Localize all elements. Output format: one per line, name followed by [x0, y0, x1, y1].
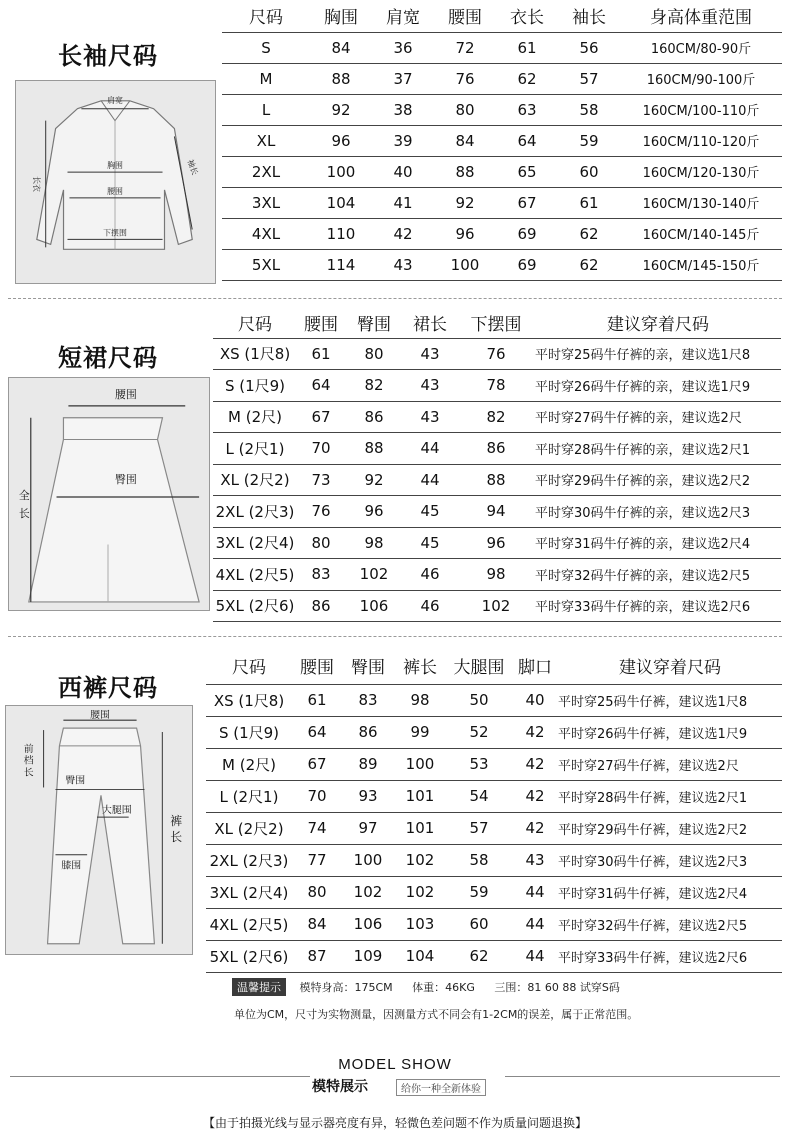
header-cell: 建议穿着尺码 — [619, 658, 721, 679]
table-cell: 60 — [558, 156, 620, 187]
model-show-tag: 给你一种全新体验 — [396, 1079, 486, 1096]
header-cell: 裙长 — [413, 315, 447, 336]
label-chest: 胸围 — [107, 161, 123, 171]
table-row — [222, 187, 782, 218]
table-cell: 3XL — [222, 187, 310, 218]
table-row — [206, 908, 782, 940]
tips-badge: 温馨提示 — [232, 978, 286, 996]
model-height: 模特身高：175CM — [299, 981, 393, 994]
table-cell: 平时穿29码牛仔裤，建议选2尺2 — [558, 812, 782, 844]
table-cell: 88 — [457, 464, 535, 496]
table-cell: 56 — [558, 32, 620, 63]
table-cell: 89 — [342, 748, 394, 780]
table-cell: 104 — [394, 940, 446, 972]
table-cell: 98 — [457, 559, 535, 591]
model-show-subtitle: 模特展示 — [312, 1079, 368, 1095]
table-cell: 88 — [434, 156, 496, 187]
header-cell: 尺码 — [249, 8, 283, 29]
label-length-1: 裤 — [170, 814, 183, 829]
table-cell: 62 — [446, 940, 512, 972]
header-cell: 脚口 — [518, 658, 552, 679]
table-cell: 2XL (2尺3) — [206, 844, 292, 876]
table-row — [206, 716, 782, 748]
table-row — [206, 684, 782, 716]
shirt-illustration — [16, 81, 215, 283]
table-row — [222, 125, 782, 156]
table-cell: 110 — [310, 218, 372, 249]
table-cell: XL — [222, 125, 310, 156]
table-row — [222, 94, 782, 125]
table-cell: 3XL (2尺4) — [206, 876, 292, 908]
table-cell: 60 — [446, 908, 512, 940]
table-cell: XS (1尺8) — [206, 684, 292, 716]
table-cell: 61 — [496, 32, 558, 63]
table-cell: 76 — [297, 496, 345, 528]
table-cell: 61 — [297, 338, 345, 370]
footer-disclaimer: 【由于拍摄光线与显示器亮度有异，轻微色差问题不作为质量问题退换】 — [202, 1116, 587, 1130]
table-cell: 102 — [457, 590, 535, 622]
model-measurements: 三围：81 60 88 试穿S码 — [494, 981, 620, 994]
table-row — [213, 527, 781, 559]
table-cell: 4XL — [222, 218, 310, 249]
label-length: 长衣 — [31, 176, 41, 192]
table-cell: S (1尺9) — [213, 370, 297, 402]
table-cell: 45 — [403, 496, 457, 528]
table-cell: 64 — [496, 125, 558, 156]
table-cell: XL (2尺2) — [213, 464, 297, 496]
table-cell: 102 — [342, 876, 394, 908]
table-cell: 78 — [457, 370, 535, 402]
table-cell: 43 — [512, 844, 558, 876]
table-cell: 80 — [297, 527, 345, 559]
table-cell: 2XL — [222, 156, 310, 187]
header-cell: 臀围 — [357, 315, 391, 336]
table-cell: 100 — [342, 844, 394, 876]
table-cell: 86 — [297, 590, 345, 622]
table-cell: 平时穿32码牛仔裤的亲，建议选2尺5 — [535, 559, 781, 591]
header-cell: 大腿围 — [453, 658, 505, 679]
table-cell: 58 — [446, 844, 512, 876]
trousers-diagram — [5, 705, 193, 955]
table-cell: M — [222, 63, 310, 94]
label-length-1: 全 — [18, 488, 30, 502]
table-cell: 69 — [496, 249, 558, 280]
table-cell: 57 — [446, 812, 512, 844]
table-cell: 160CM/130-140斤 — [620, 187, 782, 218]
model-show-rule-left — [10, 1076, 310, 1077]
header-cell: 胸围 — [324, 8, 358, 29]
table-cell: 36 — [372, 32, 434, 63]
table-cell: 57 — [558, 63, 620, 94]
skirt-diagram — [8, 377, 210, 611]
table-cell: 43 — [372, 249, 434, 280]
table-cell: 46 — [403, 590, 457, 622]
header-cell: 腰围 — [448, 8, 482, 29]
table-cell: 53 — [446, 748, 512, 780]
table-cell: 44 — [512, 940, 558, 972]
table-cell: 86 — [342, 716, 394, 748]
table-cell: 64 — [297, 370, 345, 402]
table-cell: 88 — [310, 63, 372, 94]
table-cell: 100 — [394, 748, 446, 780]
header-cell: 建议穿着尺码 — [607, 315, 709, 336]
table-cell: 45 — [403, 527, 457, 559]
header-row — [206, 648, 782, 684]
trousers-size-table — [206, 648, 782, 973]
table-cell: 74 — [292, 812, 342, 844]
table-cell: 平时穿30码牛仔裤的亲，建议选2尺3 — [535, 496, 781, 528]
table-row — [222, 249, 782, 280]
header-cell: 尺码 — [232, 658, 266, 679]
table-cell: XL (2尺2) — [206, 812, 292, 844]
skirt-illustration — [9, 378, 209, 610]
unit-note: 单位为CM，尺寸为实物测量，因测量方式不同会有1-2CM的误差，属于正常范围。 — [234, 1008, 639, 1021]
table-cell: 50 — [446, 684, 512, 716]
table-cell: 平时穿27码牛仔裤，建议选2尺 — [558, 748, 782, 780]
table-cell: L (2尺1) — [213, 433, 297, 465]
table-cell: 98 — [345, 527, 403, 559]
table-cell: M (2尺) — [206, 748, 292, 780]
table-cell: 59 — [558, 125, 620, 156]
table-cell: 84 — [310, 32, 372, 63]
table-cell: 101 — [394, 812, 446, 844]
table-cell: 平时穿26码牛仔裤的亲，建议选1尺9 — [535, 370, 781, 402]
model-tips — [232, 978, 620, 996]
table-cell: 160CM/100-110斤 — [620, 94, 782, 125]
label-length-2: 长 — [170, 829, 183, 844]
table-row — [222, 218, 782, 249]
table-cell: 88 — [345, 433, 403, 465]
table-cell: 44 — [512, 908, 558, 940]
header-row — [213, 308, 781, 338]
table-cell: 109 — [342, 940, 394, 972]
header-cell: 腰围 — [300, 658, 334, 679]
table-cell: S (1尺9) — [206, 716, 292, 748]
table-cell: 82 — [345, 370, 403, 402]
section-divider — [8, 636, 782, 637]
table-cell: 42 — [512, 716, 558, 748]
table-cell: 5XL (2尺6) — [206, 940, 292, 972]
table-cell: 97 — [342, 812, 394, 844]
table-row — [206, 780, 782, 812]
header-cell: 尺码 — [238, 315, 272, 336]
table-cell: 64 — [292, 716, 342, 748]
table-cell: 62 — [558, 218, 620, 249]
label-thigh: 大腿围 — [101, 805, 132, 817]
table-cell: 73 — [297, 464, 345, 496]
table-cell: 44 — [403, 433, 457, 465]
model-show-title: MODEL SHOW — [338, 1056, 452, 1073]
table-cell: 102 — [394, 876, 446, 908]
table-row — [213, 433, 781, 465]
table-cell: 平时穿30码牛仔裤，建议选2尺3 — [558, 844, 782, 876]
table-cell: 93 — [342, 780, 394, 812]
table-cell: 54 — [446, 780, 512, 812]
table-cell: 102 — [345, 559, 403, 591]
table-cell: 平时穿31码牛仔裤的亲，建议选2尺4 — [535, 527, 781, 559]
table-cell: 44 — [512, 876, 558, 908]
table-cell: 44 — [403, 464, 457, 496]
table-cell: 平时穿25码牛仔裤的亲，建议选1尺8 — [535, 338, 781, 370]
table-row — [213, 401, 781, 433]
table-cell: 96 — [457, 527, 535, 559]
table-cell: 76 — [434, 63, 496, 94]
table-cell: 43 — [403, 370, 457, 402]
table-cell: 平时穿31码牛仔裤，建议选2尺4 — [558, 876, 782, 908]
table-cell: 平时穿27码牛仔裤的亲，建议选2尺 — [535, 401, 781, 433]
table-cell: 160CM/90-100斤 — [620, 63, 782, 94]
table-cell: 平时穿32码牛仔裤，建议选2尺5 — [558, 908, 782, 940]
label-shoulder: 肩宽 — [107, 95, 123, 105]
table-cell: 67 — [496, 187, 558, 218]
table-cell: 92 — [310, 94, 372, 125]
label-rise-3: 长 — [23, 767, 34, 779]
table-cell: 160CM/120-130斤 — [620, 156, 782, 187]
table-cell: 2XL (2尺3) — [213, 496, 297, 528]
table-cell: 62 — [496, 63, 558, 94]
table-cell: 70 — [297, 433, 345, 465]
table-cell: 80 — [434, 94, 496, 125]
table-cell: 43 — [403, 401, 457, 433]
header-cell: 袖长 — [572, 8, 606, 29]
table-row — [222, 63, 782, 94]
table-cell: 61 — [558, 187, 620, 218]
skirt-title: 短裙尺码 — [58, 344, 158, 372]
table-cell: 平时穿28码牛仔裤的亲，建议选2尺1 — [535, 433, 781, 465]
header-cell: 腰围 — [304, 315, 338, 336]
table-cell: 106 — [345, 590, 403, 622]
table-cell: 76 — [457, 338, 535, 370]
table-cell: L — [222, 94, 310, 125]
table-cell: 41 — [372, 187, 434, 218]
table-cell: 4XL (2尺5) — [206, 908, 292, 940]
table-row — [213, 338, 781, 370]
table-cell: 65 — [496, 156, 558, 187]
table-row — [206, 876, 782, 908]
table-cell: 38 — [372, 94, 434, 125]
header-cell: 裤长 — [403, 658, 437, 679]
table-cell: 80 — [345, 338, 403, 370]
table-cell: 83 — [342, 684, 394, 716]
table-cell: 102 — [394, 844, 446, 876]
table-cell: 67 — [292, 748, 342, 780]
table-cell: 42 — [512, 812, 558, 844]
table-cell: 84 — [434, 125, 496, 156]
table-cell: 100 — [310, 156, 372, 187]
table-cell: 46 — [403, 559, 457, 591]
table-row — [222, 32, 782, 63]
table-row — [213, 370, 781, 402]
table-cell: 4XL (2尺5) — [213, 559, 297, 591]
table-cell: 101 — [394, 780, 446, 812]
table-cell: 61 — [292, 684, 342, 716]
table-cell: 72 — [434, 32, 496, 63]
table-cell: L (2尺1) — [206, 780, 292, 812]
header-row — [222, 0, 782, 32]
table-cell: 59 — [446, 876, 512, 908]
table-cell: 42 — [512, 780, 558, 812]
table-cell: 63 — [496, 94, 558, 125]
label-sleeve: 袖长 — [185, 158, 200, 177]
label-rise-2: 档 — [23, 755, 34, 767]
table-cell: 86 — [457, 433, 535, 465]
label-rise-1: 前 — [23, 743, 34, 755]
table-cell: 69 — [496, 218, 558, 249]
table-cell: 67 — [297, 401, 345, 433]
table-cell: 103 — [394, 908, 446, 940]
table-cell: S — [222, 32, 310, 63]
table-cell: 70 — [292, 780, 342, 812]
table-row — [222, 156, 782, 187]
table-cell: XS (1尺8) — [213, 338, 297, 370]
model-weight: 体重：46KG — [412, 981, 475, 994]
label-waist: 腰围 — [114, 387, 137, 401]
table-cell: 92 — [434, 187, 496, 218]
table-cell: 43 — [403, 338, 457, 370]
header-cell: 衣长 — [510, 8, 544, 29]
table-row — [206, 844, 782, 876]
table-cell: 83 — [297, 559, 345, 591]
table-cell: 5XL (2尺6) — [213, 590, 297, 622]
table-cell: 160CM/140-145斤 — [620, 218, 782, 249]
table-cell: 96 — [434, 218, 496, 249]
table-cell: 39 — [372, 125, 434, 156]
header-cell: 臀围 — [351, 658, 385, 679]
label-hip: 臀围 — [114, 473, 137, 487]
label-length-2: 长 — [18, 506, 30, 520]
table-row — [213, 559, 781, 591]
table-cell: 84 — [292, 908, 342, 940]
table-cell: 96 — [310, 125, 372, 156]
table-row — [213, 464, 781, 496]
table-cell: 94 — [457, 496, 535, 528]
label-waist: 腰围 — [107, 186, 123, 196]
table-row — [206, 940, 782, 972]
table-row — [213, 496, 781, 528]
table-row — [213, 590, 781, 622]
table-cell: 平时穿28码牛仔裤，建议选2尺1 — [558, 780, 782, 812]
table-cell: 52 — [446, 716, 512, 748]
table-cell: 58 — [558, 94, 620, 125]
trousers-illustration — [6, 706, 192, 954]
table-cell: 96 — [345, 496, 403, 528]
table-cell: 99 — [394, 716, 446, 748]
header-cell: 肩宽 — [386, 8, 420, 29]
table-cell: 3XL (2尺4) — [213, 527, 297, 559]
table-cell: 5XL — [222, 249, 310, 280]
table-cell: 42 — [372, 218, 434, 249]
long-sleeve-size-table — [222, 0, 782, 281]
header-cell: 下摆围 — [470, 315, 522, 336]
table-cell: 62 — [558, 249, 620, 280]
label-knee: 膝围 — [61, 860, 82, 872]
table-cell: 106 — [342, 908, 394, 940]
table-cell: 平时穿26码牛仔裤，建议选1尺9 — [558, 716, 782, 748]
table-cell: 77 — [292, 844, 342, 876]
table-cell: 平时穿29码牛仔裤的亲，建议选2尺2 — [535, 464, 781, 496]
table-cell: 42 — [512, 748, 558, 780]
table-cell: M (2尺) — [213, 401, 297, 433]
long-sleeve-title: 长袖尺码 — [58, 42, 158, 70]
long-sleeve-diagram — [15, 80, 216, 284]
table-cell: 82 — [457, 401, 535, 433]
table-cell: 160CM/80-90斤 — [620, 32, 782, 63]
table-cell: 87 — [292, 940, 342, 972]
table-cell: 80 — [292, 876, 342, 908]
table-cell: 92 — [345, 464, 403, 496]
header-cell: 身高体重范围 — [650, 8, 752, 29]
table-cell: 114 — [310, 249, 372, 280]
table-cell: 40 — [372, 156, 434, 187]
table-cell: 86 — [345, 401, 403, 433]
table-cell: 平时穿33码牛仔裤，建议选2尺6 — [558, 940, 782, 972]
table-cell: 平时穿25码牛仔裤，建议选1尺8 — [558, 684, 782, 716]
label-hip: 臀围 — [65, 775, 86, 787]
table-cell: 160CM/110-120斤 — [620, 125, 782, 156]
table-cell: 37 — [372, 63, 434, 94]
table-cell: 160CM/145-150斤 — [620, 249, 782, 280]
table-cell: 平时穿33码牛仔裤的亲，建议选2尺6 — [535, 590, 781, 622]
trousers-title: 西裤尺码 — [58, 674, 158, 702]
label-waist: 腰围 — [90, 710, 110, 722]
table-cell: 40 — [512, 684, 558, 716]
table-row — [206, 748, 782, 780]
skirt-size-table — [213, 308, 781, 622]
table-cell: 98 — [394, 684, 446, 716]
table-cell: 100 — [434, 249, 496, 280]
table-cell: 104 — [310, 187, 372, 218]
model-show-rule-right — [505, 1076, 780, 1077]
table-row — [206, 812, 782, 844]
label-hem: 下摆围 — [103, 228, 127, 238]
section-divider — [8, 298, 782, 299]
